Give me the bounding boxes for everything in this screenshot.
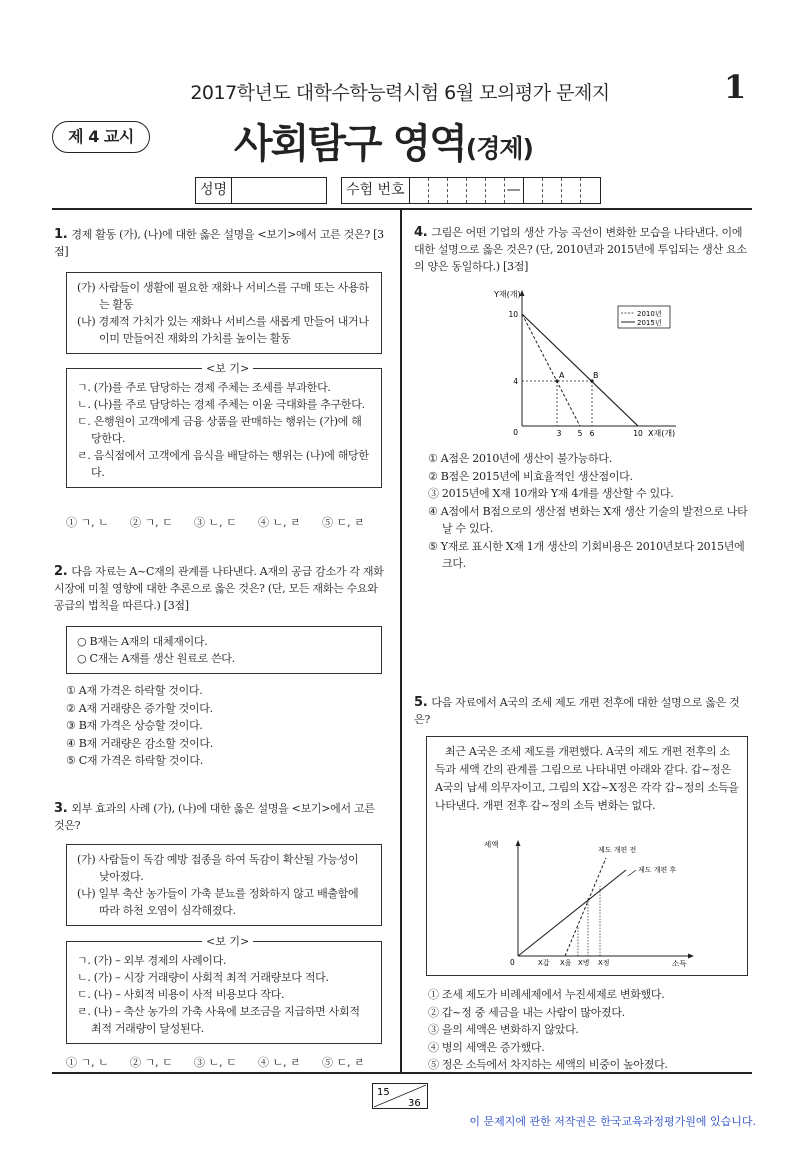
choice-1[interactable]: ① ㄱ, ㄴ: [66, 1056, 109, 1069]
choice-1[interactable]: ① 조세 제도가 비례세제에서 누진세제로 변화했다.: [428, 988, 665, 1001]
exam-digit: [562, 178, 581, 203]
exam-digit: [543, 178, 562, 203]
y-tick-label: 10: [508, 310, 518, 319]
page-counter: [372, 1083, 428, 1109]
x-tick-label: X정: [598, 959, 610, 967]
q4-choices: [428, 450, 748, 573]
question-2: [54, 563, 386, 614]
choice-1[interactable]: ① ㄱ, ㄴ: [66, 516, 109, 529]
x-tick-label: 5: [577, 429, 583, 438]
x-tick-label: 3: [556, 429, 562, 438]
q3-bogi-box: [66, 941, 382, 1044]
page-total: 36: [408, 1098, 421, 1109]
period-badge: 제 4 교시: [52, 121, 150, 153]
question-4: [414, 224, 750, 275]
choice-4[interactable]: ④ 병의 세액은 증가했다.: [428, 1040, 545, 1054]
choice-4[interactable]: ④ ㄴ, ㄹ: [258, 516, 301, 529]
q1-passage-box: [66, 272, 382, 354]
y-axis-label: Y재(개): [494, 290, 521, 299]
choice-3[interactable]: ③ ㄴ, ㄷ: [194, 516, 237, 529]
choice-3[interactable]: ③ 2015년에 X재 10개와 Y재 4개를 생산할 수 있다.: [428, 487, 674, 500]
question-number: 2.: [54, 564, 68, 579]
label-after-reform: 제도 개편 후: [638, 866, 677, 874]
exam-digit: [486, 178, 505, 203]
question-3: [54, 800, 386, 834]
copyright-notice: 이 문제지에 관한 저작권은 한국교육과정평가원에 있습니다.: [469, 1115, 756, 1128]
column-divider: [400, 210, 402, 1072]
passage-line: (나) 일부 축산 농가들이 가축 분뇨를 정화하지 않고 배출함에 따라 하천 오염이 심각해졌다.: [77, 887, 359, 917]
y-axis-label: 세액: [484, 840, 499, 849]
bogi-item: ㄱ. (가) – 외부 경제의 사례이다.: [77, 954, 227, 967]
bogi-item: ㄷ. (나) – 사회적 비용이 사적 비용보다 작다.: [77, 988, 285, 1001]
exam-digit: [429, 178, 448, 203]
page-current: 15: [377, 1087, 390, 1098]
choice-3[interactable]: ③ B재 가격은 상승할 것이다.: [66, 719, 203, 732]
subject-main: 사회탐구 영역: [234, 121, 466, 167]
bogi-item: ㄷ. 은행원이 고객에게 금융 상품을 판매하는 행위는 (가)에 해당한다.: [77, 415, 362, 445]
passage-line: ○ B재는 A재의 대체재이다.: [77, 635, 208, 648]
x-tick-label: 10: [633, 429, 643, 438]
passage-line: (가) 사람들이 생활에 필요한 재화나 서비스를 구매 또는 사용하는 활동: [77, 281, 369, 311]
choice-1[interactable]: ① A재 가격은 하락할 것이다.: [66, 684, 203, 697]
exam-digit: [448, 178, 467, 203]
question-1: [54, 226, 386, 260]
name-exam-number-row: [195, 177, 601, 204]
origin-label: 0: [513, 428, 518, 437]
q2-passage-box: [66, 626, 382, 674]
exam-number-field[interactable]: [410, 177, 601, 204]
choice-2[interactable]: ② ㄱ, ㄷ: [130, 1056, 173, 1069]
choice-2[interactable]: ② 갑~정 중 세금을 내는 사람이 많아졌다.: [428, 1005, 625, 1019]
choice-5[interactable]: ⑤ 정은 소득에서 차지하는 세액의 비중이 높아졌다.: [428, 1058, 668, 1071]
choice-4[interactable]: ④ ㄴ, ㄹ: [258, 1056, 301, 1069]
question-number: 5.: [414, 695, 428, 710]
ppc-2015-line: [522, 314, 638, 426]
after-reform-line: [518, 870, 626, 956]
q1-bogi-box: [66, 368, 382, 488]
question-text: 다음 자료에서 A국의 조세 제도 개편 전후에 대한 설명으로 옳은 것은?: [414, 696, 740, 726]
bogi-item: ㄱ. (가)를 주로 담당하는 경제 주체는 조세를 부과한다.: [77, 381, 331, 394]
q5-choices: [428, 986, 748, 1074]
legend-2010: 2010년: [637, 310, 662, 318]
name-label: 성명: [195, 177, 232, 204]
subject-sub: (경제): [465, 134, 533, 163]
choice-3[interactable]: ③ 을의 세액은 변화하지 않았다.: [428, 1023, 579, 1036]
label-before-reform: 제도 개편 전: [598, 846, 637, 854]
bogi-item: ㄴ. (나)를 주로 담당하는 경제 주체는 이윤 극대화를 추구한다.: [77, 398, 365, 411]
question-text: 경제 활동 (가), (나)에 대한 옳은 설명을 <보기>에서 고른 것은? [3점]: [54, 228, 384, 258]
question-text: 다음 자료는 A~C재의 관계를 나타낸다. A재의 공급 감소가 각 재화 시장에 미칠 영향에 대한 추론으로 옳은 것은? (단, 모든 재화는 수요와 공급의 법칙을 따른다.) [3점]: [54, 565, 384, 612]
choice-2[interactable]: ② B점은 2015년에 비효율적인 생산점이다.: [428, 469, 633, 483]
choice-5[interactable]: ⑤ Y재로 표시한 X재 1개 생산의 기회비용은 2010년보다 2015년에 크다.: [428, 539, 745, 570]
exam-digit: [410, 178, 429, 203]
q1-choices: [66, 514, 365, 531]
x-tick-label: X갑: [538, 959, 550, 967]
q3-choices: [66, 1054, 365, 1071]
origin-label: 0: [510, 958, 515, 967]
question-number: 4.: [414, 225, 428, 240]
q5-tax-graph: [476, 838, 696, 968]
exam-digit: [524, 178, 543, 203]
name-field[interactable]: [232, 177, 327, 204]
choice-5[interactable]: ⑤ C재 가격은 하락할 것이다.: [66, 754, 203, 767]
subject-title: [234, 112, 533, 169]
point-a-label: A: [559, 371, 565, 380]
choice-5[interactable]: ⑤ ㄷ, ㄹ: [322, 1056, 365, 1069]
choice-2[interactable]: ② A재 거래량은 증가할 것이다.: [66, 701, 213, 715]
point-b-label: B: [593, 371, 599, 380]
choice-4[interactable]: ④ A점에서 B점으로의 생산점 변화는 X재 생산 기술의 발전으로 나타날 수 있다.: [428, 504, 748, 535]
x-tick-label: 6: [589, 429, 595, 438]
page-number: 1: [724, 68, 747, 106]
passage-line: ○ C재는 A재를 생산 원료로 쓴다.: [77, 652, 235, 665]
x-tick-label: X을: [560, 959, 572, 967]
choice-4[interactable]: ④ B재 거래량은 감소할 것이다.: [66, 736, 213, 750]
top-rule: [52, 208, 752, 210]
question-text: 그림은 어떤 기업의 생산 가능 곡선이 변화한 모습을 나타낸다. 이에 대한 설명으로 옳은 것은? (단, 2010년과 2015년에 투입되는 생산 요소의 양은 동일하다.) [3점]: [414, 226, 747, 273]
exam-digit: [581, 178, 600, 203]
exam-no-separator: —: [505, 178, 524, 203]
passage-text: 최근 A국은 조세 제도를 개편했다. A국의 제도 개편 전후의 소득과 세액 간의 관계를 그림으로 나타내면 아래와 같다. 갑~정은 A국의 납세 의무자이고, 그림의 X갑~X정은 각각 갑~정의 소득을 나타낸다. 개편 전후 갑~정의 소득 변화는 없다.: [435, 745, 739, 812]
x-tick-label: X병: [578, 959, 590, 967]
q4-ppc-graph: [480, 288, 710, 448]
passage-line: (나) 경제적 가치가 있는 재화나 서비스를 새롭게 만들어 내거나 이미 만들어진 재화의 가치를 높이는 활동: [77, 315, 369, 345]
bogi-item: ㄴ. (가) – 시장 거래량이 사회적 최적 거래량보다 적다.: [77, 971, 329, 984]
exam-no-label: 수험 번호: [341, 177, 410, 204]
question-text: 외부 효과의 사례 (가), (나)에 대한 옳은 설명을 <보기>에서 고른 것은?: [54, 802, 375, 832]
y-tick-label: 4: [513, 377, 518, 386]
legend-2015: 2015년: [637, 319, 662, 327]
x-axis-label: 소득: [672, 959, 687, 968]
choice-2[interactable]: ② ㄱ, ㄷ: [130, 516, 173, 529]
bogi-item: ㄹ. 음식점에서 고객에게 음식을 배달하는 행위는 (나)에 해당한다.: [77, 449, 369, 479]
question-number: 1.: [54, 227, 68, 242]
x-axis-label: X재(개): [648, 429, 676, 438]
q1-bogi-title: <보 기>: [202, 360, 253, 376]
choice-3[interactable]: ③ ㄴ, ㄷ: [194, 1056, 237, 1069]
q3-bogi-title: <보 기>: [202, 933, 253, 949]
ppc-2010-line: [522, 314, 580, 426]
question-5: [414, 694, 750, 728]
exam-title: 2017학년도 대학수학능력시험 6월 모의평가 문제지: [190, 82, 610, 104]
q2-choices: [66, 682, 382, 770]
passage-line: (가) 사람들이 독감 예방 접종을 하여 독감이 확산될 가능성이 낮아졌다.: [77, 853, 359, 883]
choice-5[interactable]: ⑤ ㄷ, ㄹ: [322, 516, 365, 529]
bogi-item: ㄹ. (나) – 축산 농가의 가축 사육에 보조금을 지급하면 사회적 최적 거래량이 달성된다.: [77, 1005, 360, 1035]
q3-passage-box: [66, 844, 382, 926]
question-number: 3.: [54, 801, 68, 816]
choice-1[interactable]: ① A점은 2010년에 생산이 불가능하다.: [428, 452, 612, 465]
exam-digit: [467, 178, 486, 203]
